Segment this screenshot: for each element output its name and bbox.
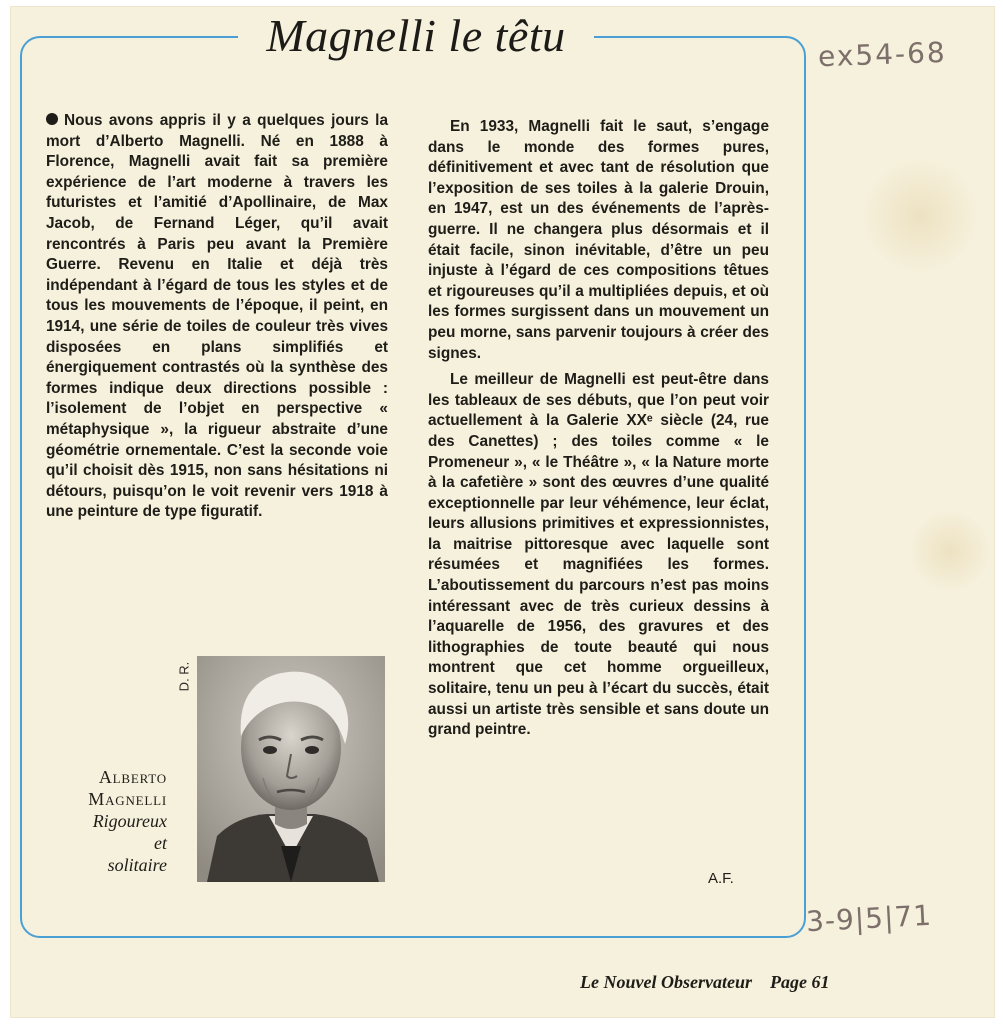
photo-credit xyxy=(176,657,192,701)
photo-caption xyxy=(40,766,167,876)
portrait-photo xyxy=(197,656,385,882)
caption-subtitle-1: Rigoureux xyxy=(92,811,167,831)
paper-stain xyxy=(910,506,990,596)
author-signature: A.F. xyxy=(708,870,734,887)
caption-subtitle-2: et xyxy=(154,833,167,853)
article-column-right xyxy=(428,117,769,741)
paragraph: Le meilleur de Magnelli est peut-être dans les tableaux de ses débuts, que l’on peut voir actuellement à la Galerie XXᵉ siècle (24, rue des Canettes) ; des toiles comme « le Promeneur », « le Théâtre », « la Nature morte à la cafetière » sont des œuvres d’une qualité exceptionnelle par leur véhémence, leur éclat, leurs allusions primitives et expressionnistes, la maitrise pittoresque avec laquelle sont résumées et magnifiées les formes. L’aboutissement du parcours n’est pas moins intéressant avec de très curieux dessins à l’aquarelle de 1956, des gravures et des lithographies de toute beauté qui nous montrent que cet homme orgueilleux, solitaire, tenu un peu à l’écart du succès, était aussi un artiste très sensible et sans doute un grand peintre. xyxy=(428,371,769,739)
photo-credit-text: D. R. xyxy=(176,661,192,692)
bullet-icon xyxy=(46,113,58,125)
article-column-left xyxy=(46,111,388,523)
publication-footer xyxy=(580,972,829,993)
publication-name: Le Nouvel Observateur xyxy=(580,972,752,992)
column-left-text: Nous avons appris il y a quelques jours la mort d’Alberto Magnelli. Né en 1888 à Florence, Magnelli avait fait sa première expérience de l’art moderne à travers les futuristes et l’amitié d’Apollinaire, de Max Jacob, de Fernand Léger, qu’il avait rencontrés à Paris peu avant la Première Guerre. Revenu en Italie et déjà très indépendant à l’égard de tous les styles et de tous les mouvements de l’époque, il peint, en 1914, une série de toiles de couleur très vives disposées en plans simplifiés et énergiquement contrastés où la synthèse des formes indique deux directions possible : l’isolement de l’objet en perspective « métaphysique », la rigueur abstraite d’une géométrie ornementale. C’est la seconde voie qu’il choisit dès 1915, non sans hésitations ni détours, puisqu’on le voit revenir vers 1918 à une peinture de type figuratif. xyxy=(46,112,388,521)
paper-stain xyxy=(860,156,980,276)
article-title: Magnelli le têtu xyxy=(238,8,594,64)
caption-name-first: Alberto xyxy=(98,767,167,787)
caption-name-last: Magnelli xyxy=(88,789,167,809)
handwritten-date: 3-9|5|71 xyxy=(805,898,933,939)
handwritten-reference: ex54-68 xyxy=(817,35,948,74)
paragraph: En 1933, Magnelli fait le saut, s’engage dans le monde des formes pures, définitivement et avec tant de résolution que l’exposition de ses toiles à la galerie Drouin, en 1947, est un des événements de l’après-guerre. Il ne changera plus désormais et il était facile, sinon inévitable, d’être un peu injuste à l’égard de ces compositions têtues et rigoureuses qu’il a multipliées depuis, et où les formes surgissent dans un mouvement un peu morne, sans parvenir toujours à créer des signes. xyxy=(428,118,769,362)
caption-subtitle-3: solitaire xyxy=(107,855,167,875)
page-number: Page 61 xyxy=(769,972,830,992)
portrait-illustration xyxy=(197,656,385,882)
